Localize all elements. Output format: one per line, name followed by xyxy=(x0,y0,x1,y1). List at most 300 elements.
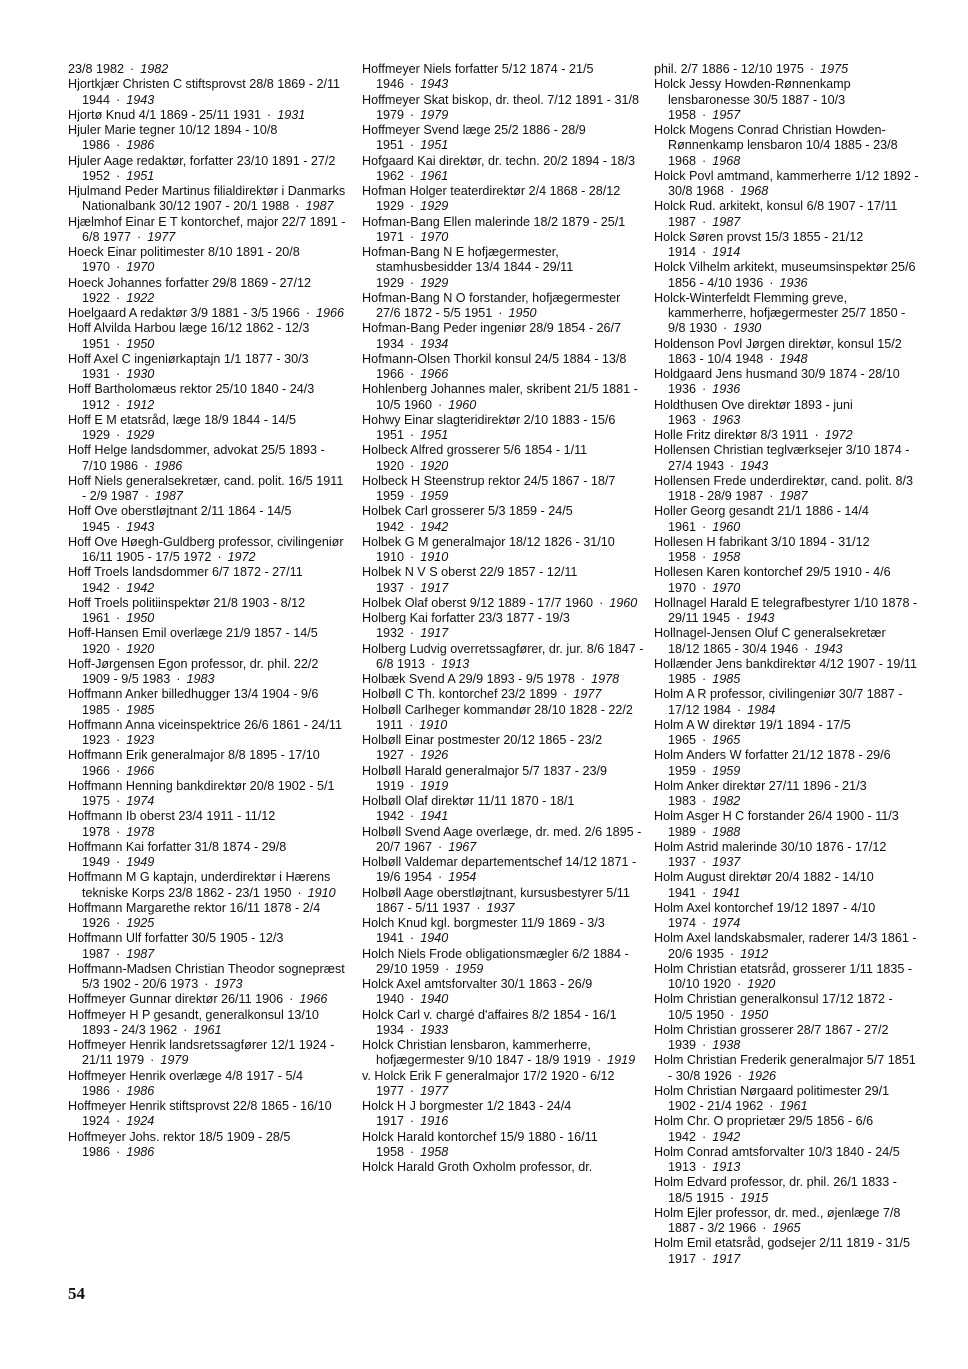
bullet-separator: · xyxy=(702,763,707,778)
index-entry xyxy=(68,870,348,901)
index-entry xyxy=(654,687,920,718)
bullet-separator: · xyxy=(116,168,121,183)
index-entry xyxy=(362,245,644,291)
entry-dates: 11/3 1989 xyxy=(668,809,899,839)
entry-text: Hjuler Aage redaktør, forfatter 23/10 1891 xyxy=(68,153,300,168)
volume-year: 1986 xyxy=(126,138,155,153)
entry-dates: 8/12 1961 xyxy=(82,595,306,625)
index-entry xyxy=(654,337,920,368)
entry-dates: 7/8 1887 - 3/2 1966 xyxy=(668,1205,901,1235)
bullet-separator: · xyxy=(702,1251,707,1266)
volume-year: 1957 xyxy=(712,107,741,122)
volume-year: 1920 xyxy=(747,977,776,991)
entry-dates: 1983 xyxy=(668,794,697,808)
entry-text: Hofman Holger teaterdirektør 2/4 1868 - xyxy=(362,184,586,198)
index-entry xyxy=(68,62,348,77)
index-entry xyxy=(68,687,348,718)
bullet-separator: · xyxy=(297,885,302,900)
bullet-separator: · xyxy=(809,62,815,76)
entry-text: Hoffmann Ulf forfatter 30/5 1905 - 12/3 xyxy=(68,931,284,946)
index-entry xyxy=(362,733,644,764)
index-entry xyxy=(654,962,920,993)
volume-year: 1933 xyxy=(420,1022,449,1037)
index-entry xyxy=(654,718,920,749)
index-entry xyxy=(362,596,644,611)
entry-dates: 1972 xyxy=(183,550,212,564)
volume-year: 1963 xyxy=(712,412,741,427)
bullet-separator: · xyxy=(410,336,415,351)
volume-year: 1979 xyxy=(160,1053,189,1068)
entry-dates: 1899 xyxy=(529,687,558,702)
entry-dates: 1958 xyxy=(668,107,697,122)
entry-dates: 1960 xyxy=(565,595,594,610)
index-entry xyxy=(68,276,348,307)
entry-dates: 1940 xyxy=(376,992,405,1007)
entry-text: Hoff Helge landsdommer, advokat 25/5 xyxy=(68,443,286,458)
entry-text: Holbeck H Steenstrup rektor 24/5 1867 - xyxy=(362,473,588,488)
entry-dates: 20/1 1988 xyxy=(233,199,290,214)
bullet-separator: · xyxy=(116,290,121,305)
bullet-separator: · xyxy=(736,611,741,625)
entry-dates: 26/7 1934 xyxy=(376,321,622,351)
volume-year: 1978 xyxy=(591,672,620,686)
volume-year: 1926 xyxy=(420,748,449,763)
volume-year: 1913 xyxy=(712,1160,741,1174)
entry-text: Hoffmeyer Henrik stiftsprovst 22/8 1865 - xyxy=(68,1099,297,1113)
entry-dates: 24/3 1912 xyxy=(82,382,315,412)
index-entry xyxy=(654,1084,920,1115)
index-entry xyxy=(362,1130,644,1161)
volume-year: 1942 xyxy=(420,519,449,534)
volume-year: 1959 xyxy=(420,489,449,503)
entry-text: Holck Harald Groth Oxholm professor, dr. xyxy=(362,1160,593,1174)
index-entry xyxy=(68,443,348,474)
entry-dates: 1946 xyxy=(376,77,405,92)
volume-year: 1916 xyxy=(420,1114,449,1129)
volume-year: 1941 xyxy=(712,885,741,900)
entry-text: Hjulmand Peder Martinus filialdirektør i Danmarks Nationalbank 30/12 1907 - xyxy=(68,184,346,214)
entry-dates: 1885 - 23/8 1968 xyxy=(668,138,898,168)
index-entry xyxy=(654,1175,920,1206)
index-entry xyxy=(362,443,644,474)
index-column-3 xyxy=(654,62,920,1267)
volume-year: 1986 xyxy=(126,1083,155,1098)
index-entry xyxy=(68,306,348,321)
entry-dates: 1987 xyxy=(82,946,111,961)
bullet-separator: · xyxy=(599,595,604,610)
bullet-separator: · xyxy=(769,351,774,366)
volume-year: 1950 xyxy=(126,611,155,625)
bullet-separator: · xyxy=(217,550,222,564)
bullet-separator: · xyxy=(702,153,707,168)
entry-text: phil. 2/7 1886 - 12/10 1975 xyxy=(654,62,804,76)
volume-year: 1972 xyxy=(824,428,853,442)
entry-text: Hoff Alvilda Harbou læge 16/12 1862 - xyxy=(68,321,282,336)
entry-text: Hoffmeyer Gunnar direktør 26/11 xyxy=(68,992,252,1007)
entry-dates: 1893 - 7/10 1986 xyxy=(82,443,325,473)
entry-text: Hofman-Bang N E hofjægermester, stamhusbesidder 13/4 1844 - 29/11 xyxy=(362,245,574,275)
bullet-separator: · xyxy=(116,580,121,595)
entry-text: Hoffmann M G kaptajn, underdirektør i Hærens tekniske Korps 23/8 1862 - 23/1 xyxy=(68,870,331,900)
entry-dates: 1878 - 29/11 1945 xyxy=(668,595,918,625)
index-entry xyxy=(362,1099,644,1130)
bullet-separator: · xyxy=(116,946,121,961)
bullet-separator: · xyxy=(737,702,742,717)
volume-year: 1987 xyxy=(305,199,334,214)
bullet-separator: · xyxy=(476,900,481,915)
volume-year: 1974 xyxy=(126,794,155,808)
index-entry xyxy=(362,62,644,93)
entry-text: Holck Søren provst 15/3 1855 - 21/12 xyxy=(654,229,864,244)
volume-year: 1950 xyxy=(508,306,537,320)
bullet-separator: · xyxy=(702,1038,707,1052)
entry-text: Holck Povl amtmand, kammerherre 1/12 xyxy=(654,168,880,183)
entry-text: Holm Axel landskabsmaler, raderer 14/3 xyxy=(654,931,878,946)
entry-text: Holck Carl v. chargé d'affaires 8/2 1854 - xyxy=(362,1007,589,1022)
volume-year: 1917 xyxy=(420,580,449,595)
entry-text: Holck Christian lensbaron, kammerherre, hofjægermester 9/10 1847 - 18/9 xyxy=(362,1038,591,1068)
index-entry xyxy=(68,1008,348,1039)
volume-year: 1920 xyxy=(126,641,155,656)
volume-year: 1923 xyxy=(126,733,155,747)
bullet-separator: · xyxy=(410,199,415,214)
volume-year: 1958 xyxy=(712,550,741,564)
entry-text: Holm Asger H C forstander 26/4 1900 - xyxy=(654,809,872,824)
index-entry xyxy=(654,169,920,200)
entry-dates: 1906 xyxy=(255,992,284,1007)
entry-dates: 23/2 1927 xyxy=(376,733,603,763)
index-entry xyxy=(68,352,348,383)
index-entry xyxy=(362,1008,644,1039)
entry-text: Hoffmann Erik generalmajor 8/8 1895 - xyxy=(68,748,285,763)
volume-year: 1943 xyxy=(814,641,843,656)
volume-year: 1919 xyxy=(607,1053,636,1068)
entry-text: Holberg Ludvig overretssagfører, dr. jur. xyxy=(362,641,584,656)
entry-dates: 1929 xyxy=(376,275,405,290)
entry-text: Holm August direktør 20/4 1882 - 14/10 xyxy=(654,870,874,885)
entry-text: Hoff Axel C ingeniørkaptajn 1/1 1877 - xyxy=(68,351,281,366)
bullet-separator: · xyxy=(116,260,121,275)
entry-text: Holm Astrid malerinde 30/10 1876 - 17/12 xyxy=(654,839,887,854)
entry-text: Hoff Troels landsdommer 6/7 1872 - xyxy=(68,565,269,580)
entry-text: Holdenson Povl Jørgen direktør, konsul xyxy=(654,336,874,351)
entry-text: Hjortø Knud 4/1 1869 - 25/11 xyxy=(68,107,230,122)
index-entry xyxy=(68,123,348,154)
index-entry xyxy=(654,443,920,474)
bullet-separator: · xyxy=(723,321,728,336)
volume-year: 1975 xyxy=(820,62,849,76)
entry-text: Hjuler Marie tegner 10/12 1894 - 10/8 xyxy=(68,123,278,137)
index-entry xyxy=(362,123,644,154)
entry-dates: 1942 xyxy=(376,809,405,824)
index-entry xyxy=(654,626,920,657)
index-entry xyxy=(654,62,920,77)
entry-dates: 1881 - 10/5 1960 xyxy=(376,382,638,412)
entry-dates: 1951 xyxy=(464,306,493,320)
entry-text: Hoeck Johannes forfatter 29/8 1869 - xyxy=(68,275,276,290)
entry-text: Hoff Troels politiinspektør 21/8 1903 - xyxy=(68,595,278,610)
entry-dates: 22/2 1909 - 9/5 1983 xyxy=(82,656,319,686)
volume-year: 1940 xyxy=(420,931,449,946)
bullet-separator: · xyxy=(116,1144,121,1159)
volume-year: 1934 xyxy=(420,336,449,351)
volume-year: 1954 xyxy=(448,870,477,885)
entry-text: Hoffmann Ib oberst 23/4 1911 - 11/12 xyxy=(68,809,276,824)
entry-text: Hollensen Christian teglværksejer 3/10 xyxy=(654,443,871,458)
index-entry xyxy=(68,931,348,962)
volume-year: 1977 xyxy=(420,1083,449,1098)
volume-year: 1960 xyxy=(448,397,477,412)
entry-dates: 28/12 1929 xyxy=(376,184,621,214)
entry-dates: 1892 - 30/8 1968 xyxy=(668,168,919,198)
bullet-separator: · xyxy=(769,489,774,503)
index-entry xyxy=(362,1069,644,1100)
index-entry xyxy=(654,367,920,398)
entry-dates: 3/3 1941 xyxy=(376,916,605,946)
index-entry xyxy=(68,321,348,352)
volume-year: 1985 xyxy=(126,702,155,717)
volume-year: 1949 xyxy=(126,855,155,869)
entry-dates: 1929 xyxy=(82,428,111,442)
entry-text: Holck Harald kontorchef 15/9 1880 - xyxy=(362,1129,564,1144)
bullet-separator: · xyxy=(289,992,294,1007)
bullet-separator: · xyxy=(204,977,209,991)
entry-text: Holm Chr. O proprietær 29/5 1856 - 6/6 xyxy=(654,1114,874,1129)
volume-year: 1979 xyxy=(420,107,449,122)
bullet-separator: · xyxy=(702,519,707,534)
index-entry xyxy=(68,504,348,535)
index-entry xyxy=(654,596,920,627)
entry-text: Holck Mogens Conrad Christian Howden-Rønnenkamp lensbaron 10/4 xyxy=(654,123,886,153)
index-entry xyxy=(654,809,920,840)
volume-year: 1940 xyxy=(420,992,449,1007)
bullet-separator: · xyxy=(410,580,415,595)
index-entry xyxy=(362,474,644,505)
index-entry xyxy=(362,93,644,124)
entry-dates: 1961 xyxy=(668,519,697,534)
entry-text: Holler Georg gesandt 21/1 1886 - 14/4 xyxy=(654,504,869,519)
volume-year: 1936 xyxy=(712,382,741,397)
bullet-separator: · xyxy=(410,458,415,473)
entry-text: Holm Edvard professor, dr. phil. 26/1 1833 xyxy=(654,1175,890,1190)
entry-dates: 16/11 1958 xyxy=(376,1129,598,1159)
bullet-separator: · xyxy=(116,824,121,839)
index-entry xyxy=(654,199,920,230)
volume-year: 1966 xyxy=(315,306,344,320)
entry-dates: 1986 xyxy=(82,138,111,153)
bullet-separator: · xyxy=(144,489,149,503)
volume-year: 1929 xyxy=(420,199,449,214)
entry-dates: - 18/5 1915 xyxy=(668,1175,897,1205)
bullet-separator: · xyxy=(814,428,819,442)
entry-dates: 16/5 1911 - 2/9 1987 xyxy=(82,473,344,503)
volume-year: 1967 xyxy=(448,839,477,854)
index-entry xyxy=(654,931,920,962)
bullet-separator: · xyxy=(267,107,272,122)
bullet-separator: · xyxy=(762,1221,767,1235)
bullet-separator: · xyxy=(410,1114,415,1129)
bullet-separator: · xyxy=(438,397,443,412)
bullet-separator: · xyxy=(410,778,415,793)
volume-year: 1943 xyxy=(420,77,449,92)
bullet-separator: · xyxy=(116,92,121,107)
entry-text: Holbeck Alfred grosserer 5/6 1854 - 1/11 xyxy=(362,443,588,458)
entry-dates: 27/11 1942 xyxy=(82,565,303,595)
bullet-separator: · xyxy=(410,275,415,290)
bullet-separator: · xyxy=(438,839,443,854)
index-entry xyxy=(654,428,920,443)
index-entry xyxy=(68,748,348,779)
bullet-separator: · xyxy=(116,1114,121,1129)
entry-dates: 1939 xyxy=(668,1038,697,1052)
bullet-separator: · xyxy=(409,717,414,732)
index-entry xyxy=(654,535,920,566)
volume-year: 1982 xyxy=(712,794,741,808)
entry-dates: 27/12 1922 xyxy=(82,275,311,305)
page-number: 54 xyxy=(68,1284,85,1303)
index-entry xyxy=(654,260,920,291)
bullet-separator: · xyxy=(176,672,181,686)
bullet-separator: · xyxy=(410,77,415,92)
index-entry xyxy=(362,611,644,642)
volume-year: 1917 xyxy=(420,626,449,641)
entry-dates: 1894 - 18/3 1962 xyxy=(376,153,636,183)
bullet-separator: · xyxy=(305,306,310,320)
index-entry xyxy=(654,1206,920,1237)
volume-year: 1959 xyxy=(455,961,484,976)
index-entry xyxy=(68,809,348,840)
volume-year: 1986 xyxy=(154,458,183,473)
volume-year: 1912 xyxy=(126,397,155,412)
entry-text: Holbøll Olaf direktør 11/11 1870 - 18/1 xyxy=(362,794,575,808)
entry-dates: 17/10 1966 xyxy=(82,748,320,778)
index-entry xyxy=(362,825,644,856)
bullet-separator: · xyxy=(737,1068,742,1083)
entry-dates: polit. 8/3 1918 - 28/9 1987 xyxy=(668,473,914,503)
volume-year: 1960 xyxy=(712,519,741,534)
volume-year: 1930 xyxy=(126,367,155,381)
entry-text: Holbøll C Th. kontorchef 23/2 xyxy=(362,687,526,702)
entry-text: Hoff E M etatsråd, læge 18/9 1844 - 14/5 xyxy=(68,412,296,427)
bullet-separator: · xyxy=(130,62,135,76)
index-entry xyxy=(654,779,920,810)
volume-year: 1920 xyxy=(420,458,449,473)
bullet-separator: · xyxy=(410,1022,415,1037)
entry-dates: 1887 - 17/12 1984 xyxy=(668,687,903,717)
bullet-separator: · xyxy=(702,107,707,122)
volume-year: 1959 xyxy=(712,763,741,778)
index-entry xyxy=(68,413,348,444)
index-entry xyxy=(362,565,644,596)
entry-dates: 16/10 1924 xyxy=(82,1099,332,1129)
index-entry xyxy=(654,657,920,688)
index-entry xyxy=(362,916,644,947)
entry-dates: 23/9 1919 xyxy=(376,763,608,793)
entry-dates: 1951 xyxy=(376,138,405,153)
index-entry xyxy=(68,154,348,185)
index-entry xyxy=(68,215,348,246)
entry-text: Hoff Niels generalsekretær, cand. polit. xyxy=(68,473,285,488)
volume-year: 1982 xyxy=(140,62,169,76)
entry-dates: 1891 - 6/8 1977 xyxy=(82,214,346,244)
entry-text: Holbek Olaf oberst 9/12 1889 - 17/7 xyxy=(362,595,562,610)
entry-dates: 1914 xyxy=(668,245,697,259)
index-entry xyxy=(362,215,644,246)
volume-year: 1929 xyxy=(126,428,155,442)
entry-dates: 1851 - 30/8 1926 xyxy=(668,1053,916,1083)
index-entry xyxy=(68,474,348,505)
bullet-separator: · xyxy=(730,946,735,961)
entry-text: Hjortkjær Christen C stiftsprovst 28/8 1869 xyxy=(68,77,306,92)
index-entry xyxy=(362,291,644,322)
volume-year: 1951 xyxy=(420,428,449,442)
bullet-separator: · xyxy=(702,550,707,564)
bullet-separator: · xyxy=(702,214,707,229)
entry-dates: 1884 - 29/10 1959 xyxy=(376,946,629,976)
entry-dates: 1986 xyxy=(82,1144,111,1159)
entry-text: Holdthusen Ove direktør 1893 - juni xyxy=(654,397,853,412)
entry-dates: 1963 xyxy=(668,412,697,427)
bullet-separator: · xyxy=(702,916,707,930)
entry-dates: 30/3 1931 xyxy=(82,351,309,381)
volume-year: 1965 xyxy=(772,1221,801,1235)
entry-dates: 16/1 1934 xyxy=(376,1007,617,1037)
entry-text: Hoffmann Henning bankdirektør 20/8 xyxy=(68,778,275,793)
bullet-separator: · xyxy=(116,397,121,412)
index-column-2 xyxy=(362,62,644,1175)
entry-text: Hoffmeyer Henrik landsretssagfører 12/1 xyxy=(68,1038,296,1052)
volume-year: 1987 xyxy=(126,946,155,961)
entry-text: Holck Axel amtsforvalter 30/1 1863 - 26/9 xyxy=(362,977,593,991)
bullet-separator: · xyxy=(410,992,415,1007)
entry-text: Hoffmeyer Henrik overlæge 4/8 1917 - 5/4 xyxy=(68,1068,303,1083)
bullet-separator: · xyxy=(410,229,415,244)
volume-year: 1937 xyxy=(486,900,515,915)
volume-year: 1965 xyxy=(712,733,741,747)
volume-year: 1970 xyxy=(126,260,155,275)
bullet-separator: · xyxy=(702,794,707,808)
bullet-separator: · xyxy=(295,199,300,214)
volume-year: 1961 xyxy=(779,1099,808,1113)
index-entry xyxy=(362,1038,644,1069)
volume-year: 1974 xyxy=(712,916,741,930)
entry-dates: 29/1 1902 - 21/4 1962 xyxy=(668,1083,890,1113)
volume-year: 1970 xyxy=(420,229,449,244)
volume-year: 1966 xyxy=(299,992,328,1007)
bullet-separator: · xyxy=(596,1053,602,1068)
entry-text: Holm Emil etatsråd, godsejer 2/11 1819 - xyxy=(654,1236,882,1251)
volume-year: 1972 xyxy=(227,550,256,564)
entry-text: Hoelgaard A redaktør 3/9 1881 - 3/5 xyxy=(68,306,269,320)
index-entry xyxy=(68,245,348,276)
bullet-separator: · xyxy=(730,458,735,473)
index-entry xyxy=(362,977,644,1008)
bullet-separator: · xyxy=(116,367,121,381)
entry-dates: 18/7 1959 xyxy=(376,473,616,503)
entry-text: Hollænder Jens bankdirektør 4/12 1907 - xyxy=(654,656,883,671)
entry-text: Hohlenberg Johannes maler, skribent 21/5 xyxy=(362,382,599,397)
volume-year: 1926 xyxy=(747,1068,776,1083)
entry-dates: 1932 xyxy=(376,626,405,641)
bullet-separator: · xyxy=(410,550,415,564)
entry-text: Holbøll Carlheger kommandør 28/10 xyxy=(362,702,566,717)
volume-year: 1943 xyxy=(740,458,769,473)
bullet-separator: · xyxy=(410,1144,415,1159)
index-entry xyxy=(68,779,348,810)
index-entry xyxy=(68,626,348,657)
volume-year: 1910 xyxy=(420,550,449,564)
volume-year: 1977 xyxy=(147,229,176,244)
